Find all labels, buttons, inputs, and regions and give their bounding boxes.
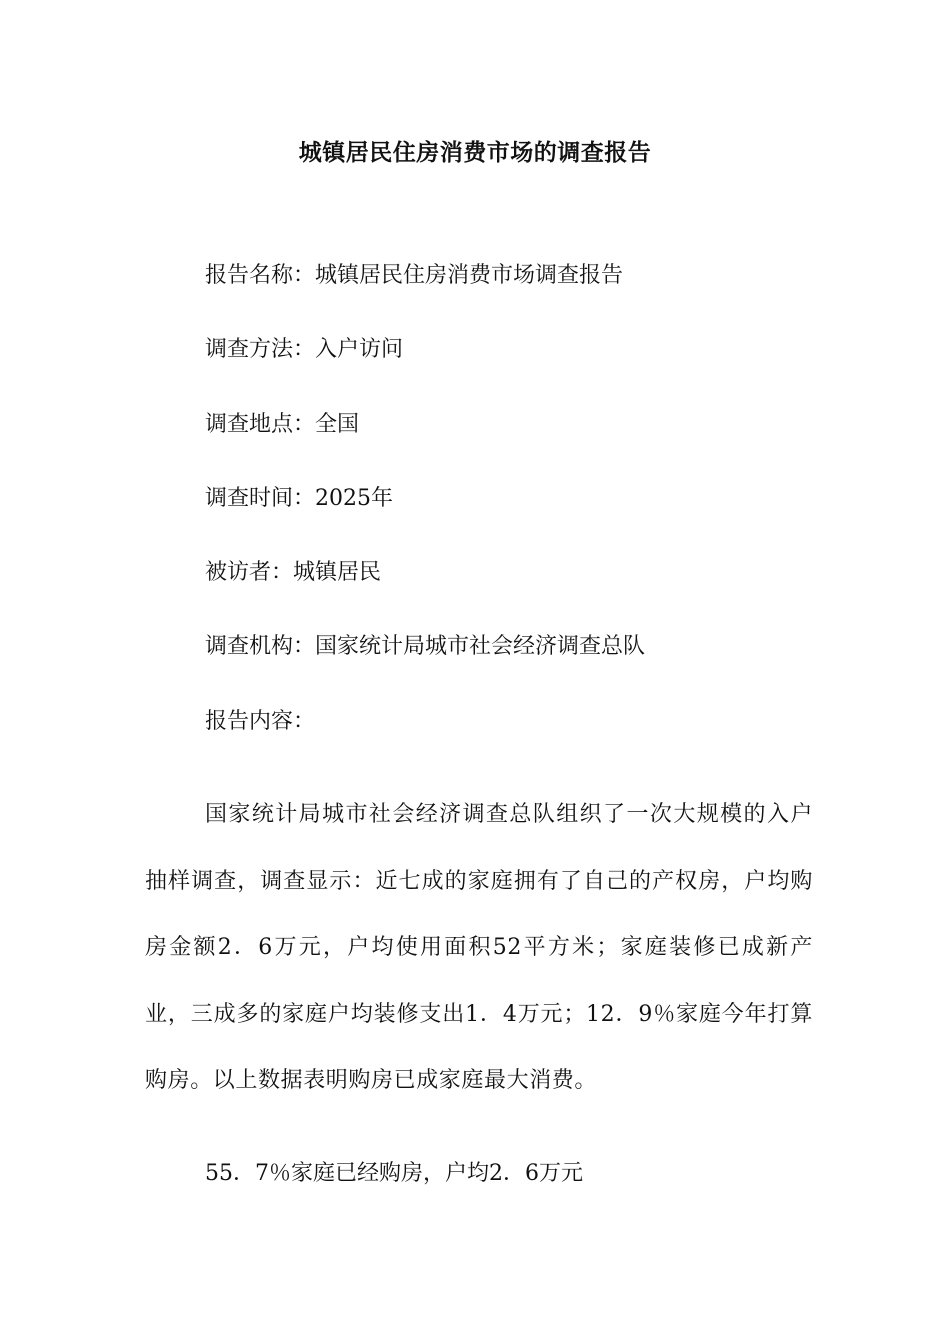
- meta-report-name: 报告名称：城镇居民住房消费市场调查报告: [205, 263, 624, 288]
- meta-report-content-label: 报告内容：: [205, 708, 316, 734]
- meta-survey-time: 调查时间：2025年: [205, 485, 393, 511]
- body-paragraph: 国家统计局城市社会经济调查总队组织了一次大规模的入户抽样调查，调查显示：近七成的家庭拥有了自己的产权房，户均购房金额2．6万元，户均使用面积52平方米；家庭装修已成新产业，三成多的家庭户均装修支出1．4万元；12．9％家庭今年打算购房。以上数据表明购房已成家庭最大消费。: [145, 802, 813, 1093]
- document-title: 城镇居民住房消费市场的调查报告: [298, 140, 652, 166]
- meta-survey-agency: 调查机构：国家统计局城市社会经济调查总队: [205, 634, 646, 660]
- meta-survey-location: 调查地点：全国: [205, 411, 360, 437]
- summary-line: 55．7％家庭已经购房，户均2．6万元: [205, 1161, 583, 1186]
- meta-respondents: 被访者：城镇居民: [205, 560, 382, 586]
- meta-survey-method: 调查方法：入户访问: [205, 337, 404, 363]
- report-metadata-list: [205, 259, 825, 779]
